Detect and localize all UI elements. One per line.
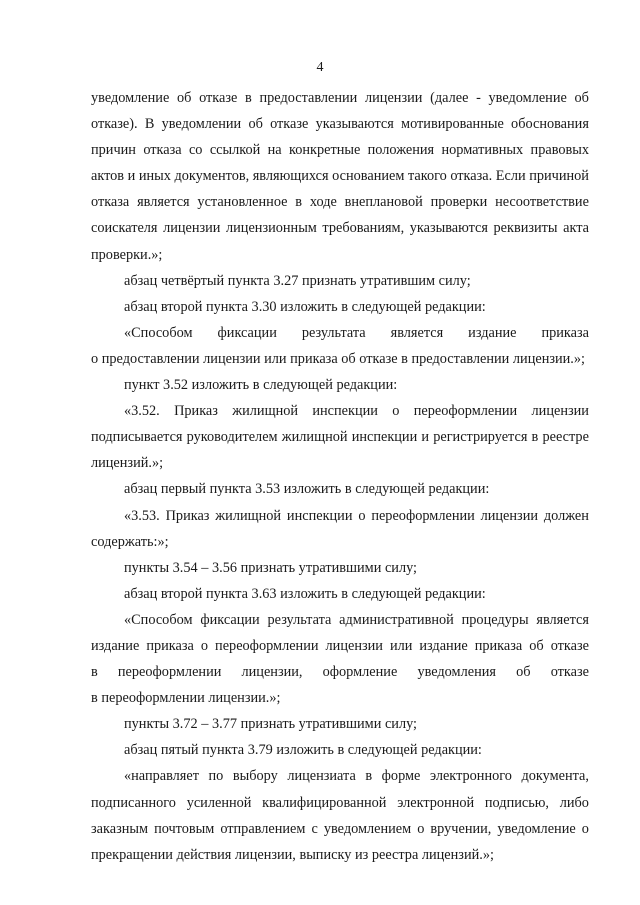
word: ходе: [309, 194, 337, 211]
word: в: [365, 768, 373, 785]
word: уведомление: [497, 820, 576, 837]
word: требованиям,: [322, 220, 405, 237]
word: следующей: [263, 377, 333, 394]
word: актов: [91, 168, 125, 185]
word: 3.54: [172, 559, 198, 576]
word: акта: [563, 220, 589, 237]
word: В: [144, 116, 155, 133]
word: 3.53: [255, 481, 281, 498]
word: со: [188, 142, 203, 159]
word: абзац: [124, 481, 158, 498]
text-line: [91, 111, 589, 137]
word: инспекции: [312, 403, 378, 420]
word: квалифицированной: [262, 794, 387, 811]
text-line: [91, 398, 589, 424]
word: отказе: [550, 664, 589, 681]
word: 3.56: [211, 559, 238, 576]
word: является: [390, 324, 444, 341]
text-line: [91, 346, 589, 372]
word: –: [201, 559, 209, 576]
word: лицензии.»;: [208, 690, 281, 707]
word: нормативных: [441, 142, 524, 159]
word: почтовым: [154, 820, 215, 837]
word: содержать:»;: [91, 533, 169, 550]
word: основанием: [332, 168, 405, 185]
word: документов,: [174, 168, 250, 185]
word: лицензиата: [287, 768, 356, 785]
word: заказным: [91, 820, 149, 837]
word: выбору: [232, 768, 278, 785]
word: предоставлении: [101, 350, 200, 367]
word: –: [201, 716, 209, 733]
word: жилищной: [215, 507, 282, 524]
word: лицензии: [531, 403, 589, 420]
word: обоснования: [511, 116, 589, 133]
word: в: [245, 90, 252, 106]
word: установленное: [197, 194, 288, 211]
word: проверки: [430, 194, 488, 211]
word: пункт: [124, 377, 160, 394]
text-line: [91, 85, 589, 111]
text-line: [91, 685, 589, 711]
word: о: [358, 507, 366, 524]
word: указываются: [315, 116, 394, 133]
text-line: [91, 503, 589, 529]
word: и: [421, 429, 430, 446]
word: и: [127, 168, 136, 185]
word: отказа: [91, 194, 130, 211]
word: несоответствие: [495, 194, 589, 211]
word: форме: [381, 768, 421, 785]
word: лицензии: [480, 507, 539, 524]
word: жилищной: [281, 429, 348, 446]
word: иных: [138, 168, 171, 185]
word: лицензионным: [226, 220, 317, 237]
word: следующей: [355, 481, 425, 498]
word: или: [264, 350, 287, 367]
word: или: [389, 637, 413, 654]
word: подписанного: [91, 794, 176, 811]
word: причиной: [529, 168, 589, 185]
word: предоставлении: [411, 350, 510, 367]
word: о: [200, 637, 209, 654]
word: издание: [468, 324, 517, 341]
word: 3.79: [247, 742, 273, 759]
word: причин: [91, 142, 136, 159]
word: уведомления: [417, 664, 496, 681]
word: уведомлением: [323, 820, 412, 837]
word: уведомление: [91, 90, 170, 106]
word: абзац: [124, 742, 158, 759]
text-line: [91, 268, 589, 294]
word: фиксации: [217, 324, 277, 341]
word: следующей: [351, 585, 422, 602]
text-line: [91, 763, 589, 789]
word: признать: [301, 272, 357, 289]
word: пятый: [160, 742, 199, 759]
text-line: [91, 816, 589, 842]
word: об: [529, 637, 544, 654]
word: редакции:: [424, 585, 486, 602]
word: о: [581, 820, 589, 837]
word: утратившим: [360, 272, 436, 289]
word: либо: [559, 794, 589, 811]
word: утратившими: [298, 716, 382, 733]
word: прекращении: [91, 846, 173, 863]
text-line: [91, 555, 589, 581]
word: -: [476, 90, 481, 106]
word: приказа: [474, 637, 523, 654]
word: приказа: [290, 350, 338, 367]
text-line: [91, 137, 589, 163]
word: отказа.: [450, 168, 493, 185]
word: фиксации: [200, 611, 260, 628]
word: действия: [176, 846, 232, 863]
word: 3.77: [211, 716, 238, 733]
word: подписывается: [91, 429, 183, 446]
word: реквизиты: [493, 220, 558, 237]
word: приказа: [541, 324, 589, 341]
word: указываются: [409, 220, 488, 237]
text-line: [91, 320, 589, 346]
word: отказе: [199, 90, 238, 106]
word: вручении,: [430, 820, 492, 837]
word: Приказ: [174, 403, 218, 420]
word: издание: [419, 637, 468, 654]
word: положения: [367, 142, 435, 159]
word: соискателя: [91, 220, 158, 237]
word: лицензий.»;: [421, 846, 494, 863]
word: в: [344, 481, 352, 498]
word: подписью,: [484, 794, 549, 811]
word: лицензии: [163, 220, 221, 237]
text-line: [91, 372, 589, 398]
word: оформление: [322, 664, 398, 681]
word: (далее: [430, 90, 469, 106]
word: отправлением: [220, 820, 306, 837]
word: изложить: [280, 298, 338, 315]
word: инспекции: [286, 507, 353, 524]
word: предоставлении: [259, 90, 358, 106]
word: лицензии: [325, 637, 383, 654]
word: изложить: [280, 585, 338, 602]
word: отказе: [270, 116, 309, 133]
text-line: [91, 711, 589, 737]
word: по: [208, 768, 224, 785]
word: лицензий.»;: [91, 455, 164, 472]
word: первый: [160, 481, 206, 498]
word: пункта: [205, 585, 248, 602]
word: усиленной: [186, 794, 252, 811]
word: следующей: [347, 742, 418, 759]
text-line: [91, 294, 589, 320]
word: следующей: [351, 298, 422, 315]
word: является: [536, 611, 589, 628]
word: в: [91, 690, 98, 707]
word: руководителем: [186, 429, 278, 446]
word: является: [137, 194, 190, 211]
word: редакции:: [421, 742, 482, 759]
word: Приказ: [165, 507, 210, 524]
word: 3.30: [251, 298, 277, 315]
word: об: [176, 90, 192, 106]
word: мотивированные: [401, 116, 504, 133]
text-line: [91, 450, 589, 476]
word: внеплановой: [344, 194, 423, 211]
word: изложить: [276, 742, 334, 759]
word: абзац: [124, 585, 158, 602]
word: «Способом: [124, 324, 193, 341]
word: об: [516, 664, 531, 681]
text-line: [91, 189, 589, 215]
word: ссылкой: [209, 142, 261, 159]
word: электронного: [429, 768, 512, 785]
text-line: [91, 476, 589, 502]
word: «3.52.: [124, 403, 160, 420]
word: лицензии: [203, 350, 261, 367]
word: в: [341, 585, 349, 602]
document-body: [91, 85, 589, 868]
word: о: [392, 403, 400, 420]
word: пункты: [124, 559, 170, 576]
word: об: [574, 90, 589, 106]
word: административной: [339, 611, 454, 628]
word: пункта: [202, 742, 245, 759]
word: являющихся: [252, 168, 329, 185]
word: выписку: [299, 846, 352, 863]
word: редакции:: [428, 481, 490, 498]
text-line: [91, 607, 589, 633]
word: силу;: [438, 272, 471, 289]
word: с: [311, 820, 318, 837]
word: «Способом: [124, 611, 193, 628]
word: конкретные: [288, 142, 361, 159]
word: 3.63: [251, 585, 277, 602]
word: пункта: [205, 298, 248, 315]
word: процедуры: [461, 611, 529, 628]
word: в: [341, 298, 349, 315]
word: 3.52: [163, 377, 189, 394]
word: абзац: [124, 298, 158, 315]
word: о: [91, 350, 99, 367]
word: из: [354, 846, 369, 863]
word: регистрируется: [433, 429, 528, 446]
word: реестре: [542, 429, 589, 446]
word: в: [401, 350, 408, 367]
word: об: [341, 350, 356, 367]
word: отказе: [550, 637, 589, 654]
word: пункты: [124, 716, 170, 733]
word: признать: [240, 716, 296, 733]
word: изложить: [191, 377, 250, 394]
text-line: [91, 242, 589, 268]
text-line: [91, 163, 589, 189]
text-line: [91, 633, 589, 659]
text-line: [91, 215, 589, 241]
word: отказе: [359, 350, 398, 367]
word: «3.53.: [124, 507, 160, 524]
word: электронной: [397, 794, 475, 811]
word: второй: [160, 298, 203, 315]
word: уведомлении: [161, 116, 242, 133]
page-number: 4: [316, 60, 324, 75]
word: лицензии,: [241, 664, 303, 681]
text-line: [91, 842, 589, 868]
word: отказе).: [91, 116, 138, 133]
word: жилищной: [232, 403, 299, 420]
word: на: [267, 142, 282, 159]
word: отказа: [143, 142, 182, 159]
word: Если: [495, 168, 526, 185]
word: пункта: [209, 481, 252, 498]
word: признать: [240, 559, 296, 576]
word: в: [337, 742, 345, 759]
word: редакции:: [336, 377, 398, 394]
word: приказа: [146, 637, 194, 654]
word: 3.27: [273, 272, 299, 289]
word: переоформлении: [413, 403, 518, 420]
text-line: [91, 790, 589, 816]
word: результата: [267, 611, 332, 628]
word: изложить: [283, 481, 342, 498]
word: документа,: [521, 768, 589, 785]
text-line: [91, 424, 589, 450]
word: уведомление: [488, 90, 567, 106]
word: четвёртый: [160, 272, 225, 289]
word: в: [252, 377, 260, 394]
word: лицензии,: [234, 846, 296, 863]
word: реестра: [371, 846, 419, 863]
word: переоформлении: [117, 664, 222, 681]
text-line: [91, 659, 589, 685]
word: такого: [407, 168, 447, 185]
word: инспекции: [351, 429, 418, 446]
word: лицензии: [365, 90, 423, 106]
word: пункта: [227, 272, 270, 289]
word: «направляет: [124, 768, 199, 785]
text-line: [91, 529, 589, 555]
word: об: [248, 116, 263, 133]
word: переоформлении: [371, 507, 475, 524]
word: в: [531, 429, 539, 446]
word: должен: [543, 507, 589, 524]
word: правовых: [530, 142, 589, 159]
word: проверки.»;: [91, 246, 163, 263]
word: второй: [160, 585, 203, 602]
word: лицензии.»;: [512, 350, 585, 367]
word: результата: [301, 324, 366, 341]
word: утратившими: [298, 559, 382, 576]
word: издание: [91, 637, 140, 654]
word: переоформлении: [101, 690, 205, 707]
word: в: [295, 194, 303, 211]
word: в: [91, 664, 98, 681]
word: абзац: [124, 272, 158, 289]
text-line: [91, 737, 589, 763]
text-line: [91, 581, 589, 607]
word: силу;: [384, 716, 418, 733]
word: 3.72: [172, 716, 198, 733]
word: редакции:: [424, 298, 486, 315]
word: о: [417, 820, 425, 837]
word: силу;: [384, 559, 418, 576]
word: переоформлении: [215, 637, 319, 654]
